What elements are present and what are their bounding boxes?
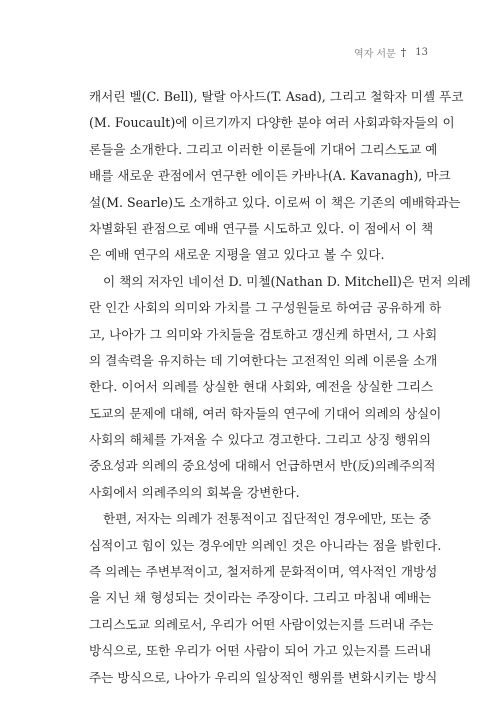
text-line: 도교의 문제에 대해, 여러 학자들의 연구에 기대어 의례의 상실이	[89, 405, 442, 421]
text-line: 심적이고 힘이 있는 경우에만 의례인 것은 아니라는 점을 밝힌다.	[89, 537, 442, 553]
text-line: 의 결속력을 유지하는 데 기여한다는 고전적인 의례 이론을 소개	[89, 352, 438, 368]
running-header	[354, 45, 428, 60]
text-line: 그리스도교 의례로서, 우리가 어떤 사람이었는지를 드러내 주는	[89, 616, 434, 632]
text-line: 은 예배 연구의 새로운 지평을 열고 있다고 볼 수 있다.	[89, 247, 385, 263]
text-line: 설(M. Searle)도 소개하고 있다. 이로써 이 책은 기존의 예배학과는	[89, 194, 461, 210]
paragraph	[89, 269, 471, 507]
text-line: 차별화된 관점으로 예배 연구를 시도하고 있다. 이 점에서 이 책	[89, 220, 434, 236]
text-line: 란 인간 사회의 의미와 가치를 그 구성원들로 하여금 공유하게 하	[89, 300, 442, 316]
page-number: 13	[415, 47, 428, 58]
paragraph	[89, 84, 464, 269]
text-line: 사회에서 의례주의의 회복을 강변한다.	[89, 484, 300, 500]
text-line: 캐서린 벨(C. Bell), 탈랄 아사드(T. Asad), 그리고 철학자 미셸 푸코	[89, 89, 464, 104]
text-line: 고, 나아가 그 의미와 가치들을 검토하고 갱신케 하면서, 그 사회	[89, 326, 438, 342]
dagger-mark: †	[400, 46, 407, 59]
text-line: 즉 의례는 주변부적이고, 철저하게 문화적이며, 역사적인 개방성	[89, 564, 438, 580]
section-title: 역자 서문	[353, 49, 396, 60]
text-line: 주는 방식으로, 나아가 우리의 일상적인 행위를 변화시키는 방식	[89, 669, 438, 685]
text-line: 사회의 해체를 가져올 수 있다고 경고한다. 그리고 상징 행위의	[89, 432, 431, 448]
text-line: 한편, 저자는 의례가 전통적이고 집단적인 경우에만, 또는 중	[103, 511, 432, 527]
text-line: (M. Foucault)에 이르기까지 다양한 분야 여러 사회과학자들의 이	[89, 115, 455, 131]
paragraph	[89, 506, 442, 691]
text-line: 을 지닌 채 형성되는 것이라는 주장이다. 그리고 마침내 예배는	[89, 590, 431, 606]
text-line: 중요성과 의례의 중요성에 대해서 언급하면서 반(反)의례주의적	[89, 458, 436, 474]
text-line: 이 책의 저자인 네이선 D. 미첼(Nathan D. Mitchell)은 먼저 의례	[103, 273, 471, 289]
text-line: 배를 새로운 관점에서 연구한 에이든 카바나(A. Kavanagh), 마크	[89, 168, 451, 184]
text-line: 한다. 이어서 의례를 상실한 현대 사회와, 예전을 상실한 그리스	[89, 379, 434, 395]
text-line: 론들을 소개한다. 그리고 이러한 이론들에 기대어 그리스도교 예	[89, 141, 438, 157]
body-text	[89, 84, 471, 691]
text-line: 방식으로, 또한 우리가 어떤 사람이 되어 가고 있는지를 드러내	[89, 643, 431, 659]
